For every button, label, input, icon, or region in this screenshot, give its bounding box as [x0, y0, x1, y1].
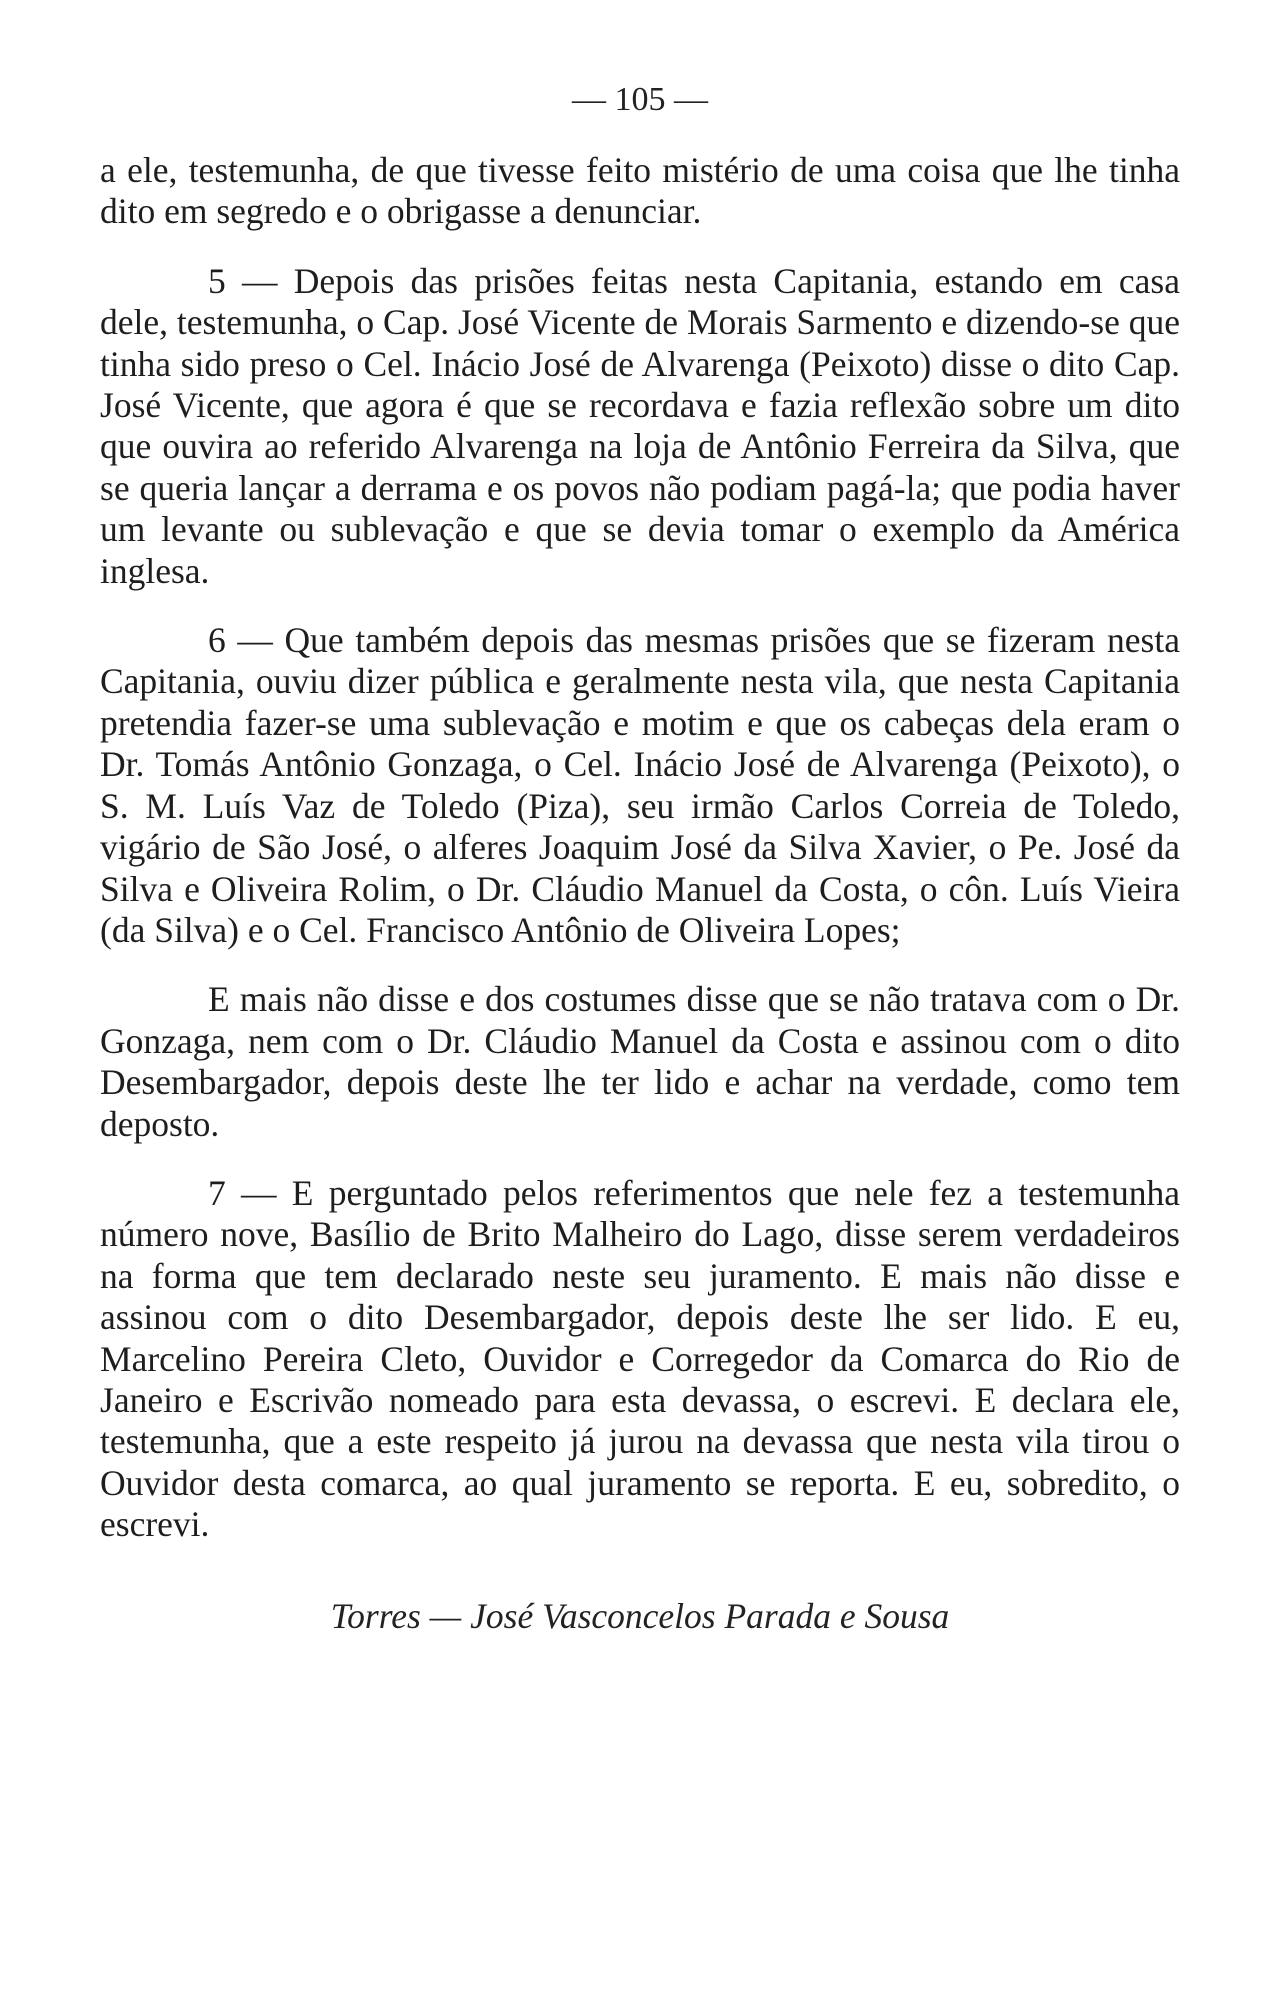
paragraph-item-7: 7 — E perguntado pelos referimentos que nele fez a testemunha número nove, Basílio de Brito Malheiro do Lago, disse serem verdadeiros na forma que tem declarado neste seu juramento. E mais não disse e assinou com o dito Desembargador, depois deste lhe ser lido. E eu, Marcelino Pereira Cleto, Ouvidor e Corregedor da Comarca do Rio de Janeiro e Escrivão nomeado para esta devassa, o escrevi. E declara ele, testemunha, que a este respeito já jurou na devassa que nesta vila tirou o Ouvidor desta comarca, ao qual juramento se reporta. E eu, sobredito, o escrevi.	[100, 1172, 1180, 1545]
paragraph-closing-statement: E mais não disse e dos costumes disse que se não tratava com o Dr. Gonzaga, nem com o Dr. Cláudio Manuel da Costa e assinou com o dito Desembargador, depois deste lhe ter lido e achar na verdade, como tem deposto.	[100, 979, 1180, 1144]
paragraph-item-6: 6 — Que também depois das mesmas prisões que se fizeram nesta Capitania, ouviu dizer pública e geralmente nesta vila, que nesta Capitania pretendia fazer-se uma sublevação e motim e que os cabeças dela eram o Dr. Tomás Antônio Gonzaga, o Cel. Inácio José de Alvarenga (Peixoto), o S. M. Luís Vaz de Toledo (Piza), seu irmão Carlos Correia de Toledo, vigário de São José, o alferes Joaquim José da Silva Xavier, o Pe. José da Silva e Oliveira Rolim, o Dr. Cláudio Manuel da Costa, o côn. Luís Vieira (da Silva) e o Cel. Francisco Antônio de Oliveira Lopes;	[100, 620, 1180, 950]
signature-line: Torres — José Vasconcelos Parada e Sousa	[330, 1595, 950, 1636]
page-number: — 105 —	[572, 81, 708, 118]
paragraph-continuation: a ele, testemunha, de que tivesse feito mistério de uma coisa que lhe tinha dito em segredo e o obrigasse a denunciar.	[100, 150, 1180, 232]
document-page	[100, 80, 1180, 1637]
paragraph-item-5: 5 — Depois das prisões feitas nesta Capitania, estando em casa dele, testemunha, o Cap. José Vicente de Morais Sarmento e dizendo-se que tinha sido preso o Cel. Inácio José de Alvarenga (Peixoto) disse o dito Cap. José Vicente, que agora é que se recordava e fazia reflexão sobre um dito que ouvira ao referido Alvarenga na loja de Antônio Ferreira da Silva, que se queria lançar a derrama e os povos não podiam pagá-la; que podia haver um levante ou sublevação e que se devia tomar o exemplo da América inglesa.	[100, 260, 1180, 591]
